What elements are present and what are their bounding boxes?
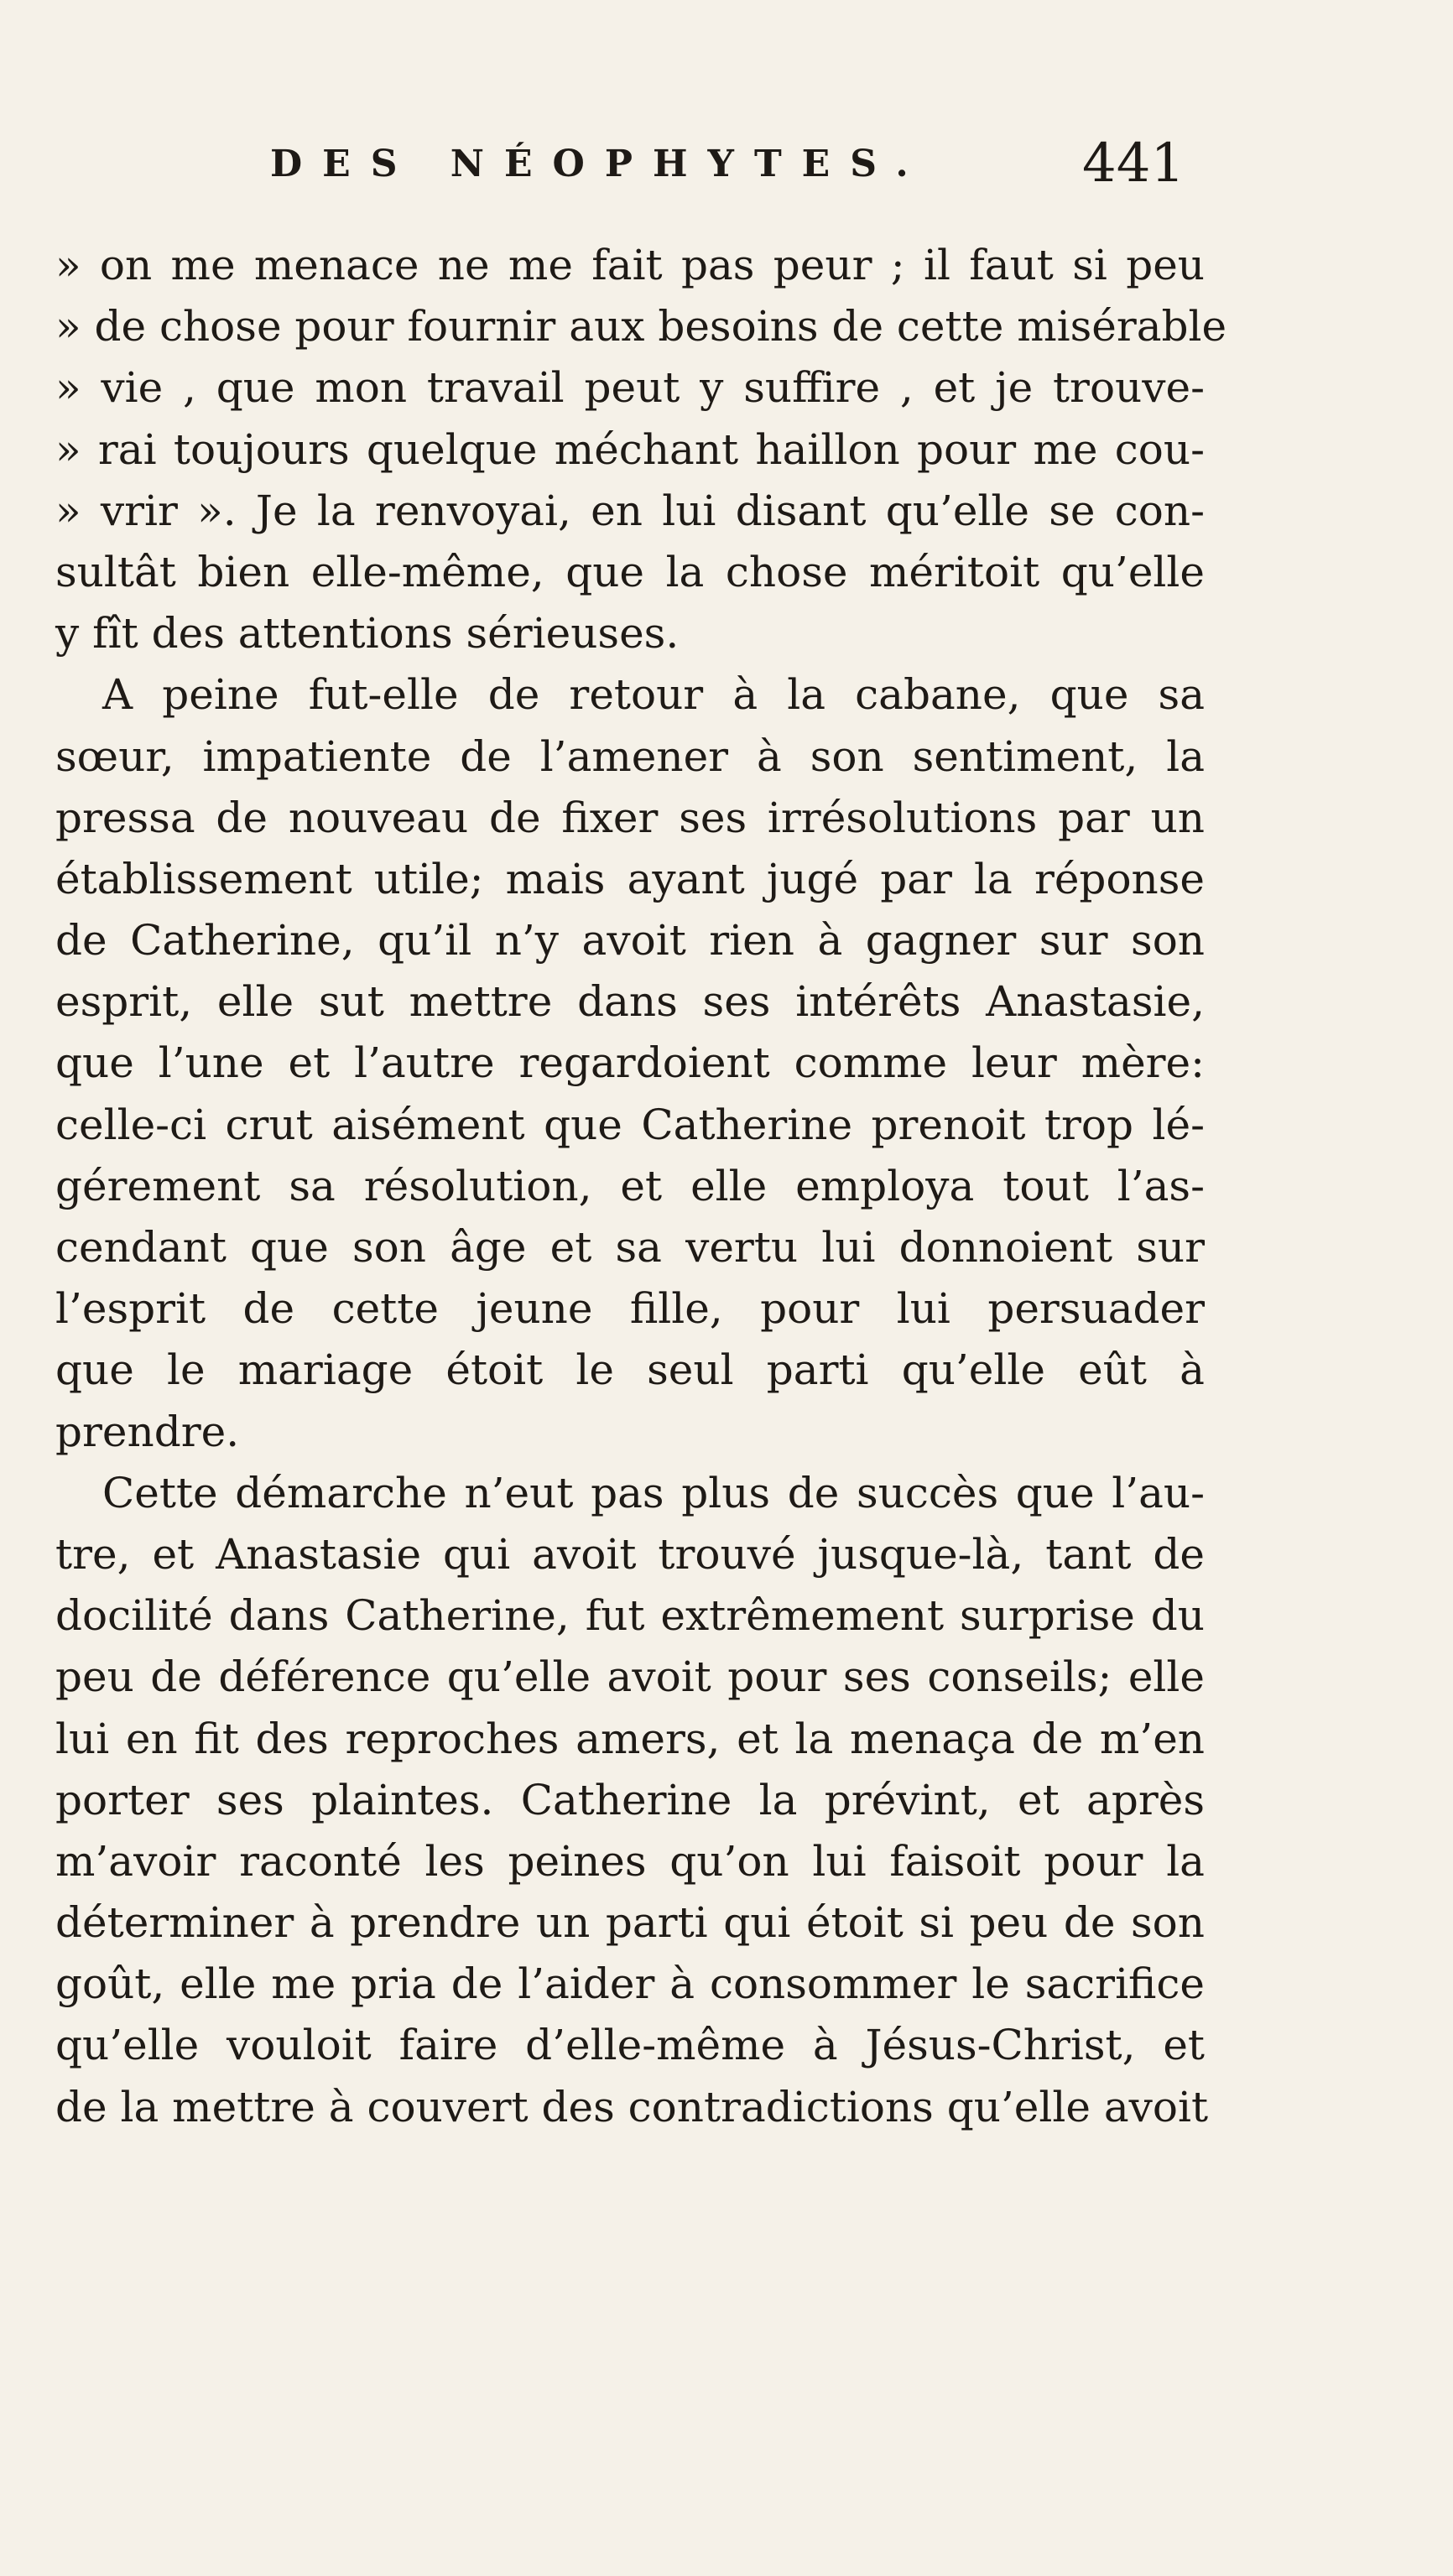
text-line: déterminer à prendre un parti qui étoit si peu de son (55, 1898, 1205, 1948)
text-line: Cette démarche n’eut pas plus de succès que l’au- (102, 1468, 1205, 1517)
text-line: que l’une et l’autre regardoient comme leur mère: (55, 1038, 1205, 1088)
text-line: que le mariage étoit le seul parti qu’elle eût à (55, 1345, 1205, 1395)
text-line: gérement sa résolution, et elle employa tout l’as- (55, 1161, 1205, 1210)
text-line: » on me menace ne me fait pas peur ; il faut si peu (55, 241, 1205, 289)
body-text (55, 235, 1227, 2138)
text-line: » vrir ». Je la renvoyai, en lui disant qu’elle se con- (55, 486, 1205, 535)
text-line: docilité dans Catherine, fut extrêmement surprise du (55, 1591, 1205, 1641)
text-line: » de chose pour fournir aux besoins de cette misérable (55, 302, 1227, 351)
text-line: lui en fit des reproches amers, et la menaça de m’en (55, 1714, 1205, 1763)
text-line: pressa de nouveau de fixer ses irrésolutions par un (55, 793, 1205, 842)
text-line: y fît des attentions sérieuses. (55, 609, 680, 658)
text-line: celle-ci crut aisément que Catherine prenoit trop lé- (55, 1100, 1205, 1149)
text-line: établissement utile; mais ayant jugé par la réponse (55, 854, 1205, 903)
running-head (0, 133, 1453, 200)
text-line: l’esprit de cette jeune fille, pour lui persuader (55, 1284, 1205, 1334)
text-line: A peine fut-elle de retour à la cabane, que sa (102, 670, 1205, 720)
text-line: m’avoir raconté les peines qu’on lui faisoit pour la (55, 1836, 1205, 1886)
text-line: de Catherine, qu’il n’y avoit rien à gagner sur son (55, 916, 1205, 965)
text-line: prendre. (55, 1407, 240, 1456)
text-line: sultât bien elle-même, que la chose méritoit qu’elle (55, 547, 1205, 596)
text-line: goût, elle me pria de l’aider à consommer le sacrifice (55, 1959, 1205, 2009)
text-line: tre, et Anastasie qui avoit trouvé jusque-là, tant de (55, 1529, 1205, 1579)
text-line: qu’elle vouloit faire d’elle-même à Jésus-Christ, et (55, 2021, 1205, 2070)
page-number: 441 (1082, 133, 1185, 195)
running-title: DES NÉOPHYTES. (270, 143, 929, 185)
text-line: porter ses plaintes. Catherine la prévint, et après (55, 1775, 1205, 1824)
text-line: de la mettre à couvert des contradictions qu’elle avoit (55, 2082, 1209, 2131)
text-line: cendant que son âge et sa vertu lui donnoient sur (55, 1223, 1205, 1272)
text-line: esprit, elle sut mettre dans ses intérêts Anastasie, (55, 977, 1205, 1027)
text-line: » vie , que mon travail peut y suffire , et je trouve- (55, 363, 1205, 413)
text-line: peu de déférence qu’elle avoit pour ses conseils; elle (55, 1652, 1205, 1702)
text-line: » rai toujours quelque méchant haillon pour me cou- (55, 424, 1205, 474)
text-line: sœur, impatiente de l’amener à son sentiment, la (55, 731, 1205, 781)
